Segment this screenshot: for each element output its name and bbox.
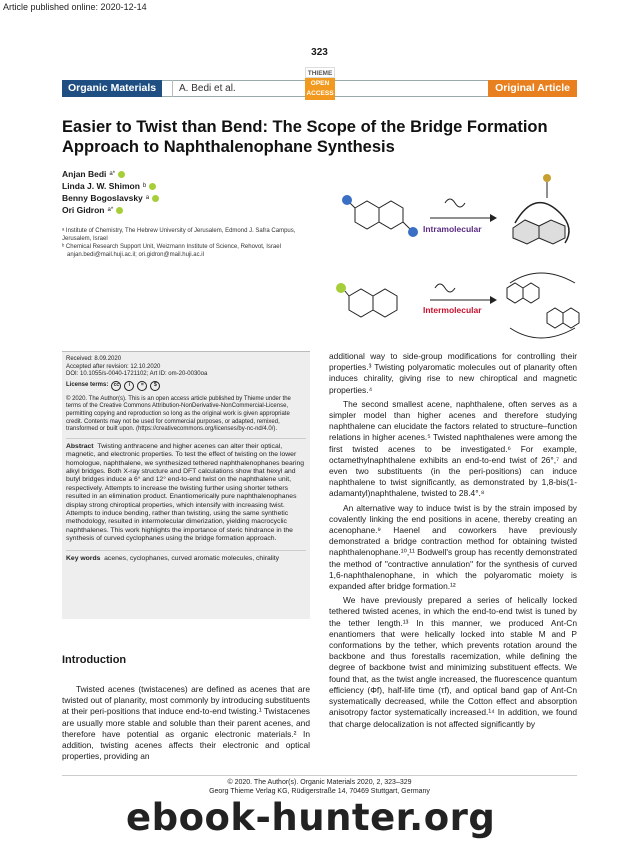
- copyright-notice: © 2020. The Author(s). This is an open access article published by Thieme under the terms of the Creative Commons Attribution-NonDerivative-NonCommercial-License, permitting copying and reproduction so long as the original work is given appropriate credit. Contents may not be used for commercial purposes, or adapted, remixed, transformed or built upon. (https://creativecommons.org/licenses/by-nc-nd/4.0/).: [66, 395, 291, 433]
- keywords-heading: Key words: [66, 554, 101, 562]
- keywords: [66, 550, 306, 563]
- cc-icon[interactable]: cc: [111, 381, 121, 391]
- orcid-icon[interactable]: [116, 207, 123, 214]
- label-intramolecular: Intramolecular: [423, 224, 482, 234]
- cc-nd-icon[interactable]: =: [137, 381, 147, 391]
- affiliation-a: ᵃ Institute of Chemistry, The Hebrew University of Jerusalem, Edmond J. Safra Campus, Jerusalem, Israel: [62, 228, 296, 242]
- author-name: Ori Gidron: [62, 205, 105, 215]
- footer-copyright: © 2020. The Author(s). Organic Materials 2020, 2, 323–329: [227, 779, 412, 786]
- orcid-icon[interactable]: [118, 171, 125, 178]
- footer: [0, 778, 639, 796]
- arrowhead-icon: [490, 214, 497, 222]
- body-paragraph: The second smallest acene, naphthalene, often serves as a simpler model than higher acenes and therefore studying naphthalene can elucidate the factors related to structure–function relations in higher acenes.⁵ Twisted naphthalenes were among the first twisted acenes to be investigated.⁶ For example, octamethylnaphthalene exhibits an end-to-end twist of 26°,⁷ and even two substituents (in the peri-positions) can induce naphthalene to twist significantly, as demonstrated by 1,8-bis(1-adamantyl)naphthalene, twisted to 28.4°.⁸: [329, 398, 577, 499]
- open-access-logo: [305, 67, 335, 100]
- article-info-box: [62, 351, 310, 619]
- orcid-icon[interactable]: [149, 183, 156, 190]
- author-name: Benny Bogoslavsky: [62, 193, 143, 203]
- graphical-abstract: [335, 168, 585, 343]
- label-intermolecular: Intermolecular: [423, 305, 482, 315]
- twisted-naphthalenophane: [513, 174, 569, 244]
- cc-by-icon[interactable]: i: [124, 381, 134, 391]
- author-sup: b: [142, 183, 147, 189]
- naphthalene-structure-lower: [345, 289, 397, 317]
- article-title: Easier to Twist than Bend: The Scope of the Bridge Formation Approach to Naphthalenophane Synthesis: [62, 118, 548, 156]
- affiliation-emails[interactable]: anjan.bedi@mail.huji.ac.il; ori.gidron@mail.huji.ac.il: [67, 252, 204, 258]
- author-sup: a: [145, 195, 150, 201]
- arrowhead-icon: [490, 296, 497, 304]
- abstract-text: Twisting anthracene and higher acenes can alter their optical, magnetic, and electronic properties. To test the effect of twisting on the lower homologue, naphthalene, we synthesized tethered naphthalenophanes bearing alkyl bridges. Both X-ray structure and DFT calculations show that hexyl and butyl bridges induce a 6° and 12° end-to-end twist on the naphthalene unit, respectively. Attempts to increase the twisting further using shorter tethers resulted in an elimination product. Enantiomerically pure naphthalenophanes display strong chiroptical properties, which intensify with increasing twist. Attempts to induce bending, rather than twisting, using the same synthetic methodology, resulted in intermolecular dimerization, yielding macrocyclic naphthalenes. This work highlights the importance of steric hindrance in the synthesis of curved cyclophanes using the bridge formation approach.: [66, 442, 305, 543]
- right-column: [329, 351, 577, 733]
- page-number: 323: [311, 47, 328, 58]
- journal-badge[interactable]: Organic Materials: [62, 80, 162, 97]
- intro-column: [62, 684, 310, 765]
- orcid-icon[interactable]: [152, 195, 159, 202]
- publication-date: Article published online: 2020-12-14: [3, 2, 147, 12]
- tether-squiggle: [445, 199, 465, 207]
- author-sup: a*: [107, 207, 114, 213]
- intro-paragraph: Twisted acenes (twistacenes) are defined as acenes that are twisted out of planarity, most commonly by introducing substituents at their peri-positions that induce end-to-end twisting.¹ Twistacenes are usually more stable and soluble than their parent acenes, and therefore have potential as organic electronic materials.² In addition, twisting acenes affects their electronic and optical properties, providing an: [62, 684, 310, 762]
- doi[interactable]: DOI: 10.1055/s-0040-1721102; Art ID: om-20-0030oa: [66, 371, 208, 378]
- oa-logo-body: [305, 78, 335, 100]
- license-label: License terms:: [66, 381, 109, 388]
- accepted-date: Accepted after revision: 12.10.2020: [66, 363, 161, 370]
- oa-logo-top: THIEME: [305, 67, 335, 78]
- author-item[interactable]: [62, 168, 159, 180]
- received-date: Received: 8.09.2020: [66, 356, 122, 362]
- section-heading-introduction: Introduction: [62, 654, 127, 666]
- naphthalene-structure: [347, 200, 411, 230]
- divider: [66, 438, 306, 439]
- tether-squiggle: [435, 284, 455, 292]
- license-row: [66, 381, 306, 391]
- author-item[interactable]: [62, 192, 159, 204]
- author-list: [62, 168, 159, 216]
- substituent-ball: [336, 283, 346, 293]
- keywords-text: acenes, cyclophanes, curved aromatic molecules, chirality: [104, 554, 280, 562]
- author-item[interactable]: [62, 180, 159, 192]
- affiliation-b: ᵇ Chemical Research Support Unit, Weizmann Institute of Science, Rehovot, Israel: [62, 244, 281, 250]
- footer-divider: [62, 775, 577, 776]
- abstract: [66, 443, 306, 544]
- abstract-heading: Abstract: [66, 442, 94, 450]
- author-name: Linda J. W. Shimon: [62, 181, 140, 191]
- article-type-badge: Original Article: [488, 80, 577, 97]
- author-sup: a*: [109, 171, 116, 177]
- oa-logo-access: ACCESS: [306, 90, 334, 97]
- author-name: Anjan Bedi: [62, 169, 107, 179]
- body-paragraph: An alternative way to induce twist is by the strain imposed by covalently linking the end positions in acene, thereby creating an acenophane.⁹ Haenel and coworkers have previously demonstrated a bridge contraction method for obtaining twisted naphthalenophane.¹⁰,¹¹ Bodwell's group has recently demonstrated the method of "contractive annulation" for the synthesis of curved 1,6-naphthalenophane, in which the polyaromatic moiety is expanded after bridge formation.¹²: [329, 502, 577, 592]
- cc-nc-icon[interactable]: $: [150, 381, 160, 391]
- affiliations: [62, 227, 302, 259]
- author-item[interactable]: [62, 204, 159, 216]
- oa-logo-open: OPEN: [310, 80, 330, 87]
- body-paragraph: additional way to side-group modifications for controlling their properties.³ Twisting polyaromatic molecules out of planarity often induces chirality, giving rise to new chiroptical and magnetic properties.⁴: [329, 351, 577, 395]
- header-authors: A. Bedi et al.: [172, 80, 236, 97]
- watermark: ebook-hunter.org: [126, 796, 496, 839]
- footer-publisher: Georg Thieme Verlag KG, Rüdigerstraße 14, 70469 Stuttgart, Germany: [209, 788, 430, 795]
- substituent-ball: [408, 227, 418, 237]
- body-paragraph: We have previously prepared a series of helically locked tethered twisted acenes, in which the end-to-end twist is tuned by the tether length.¹³ In this manner, we produced Ant-Cn enantiomers that were helically locked into stable M and P conformations by the tether, which prevents rotation around the backbone and thus forestalls racemization, while defining the degree of backbone twist and minimizing substituent effects. We found that, as the twist angle increased, the fluorescence quantum efficiency (Φf), half-life time (τf), and optical band gap of Ant-Cn systematically decreased, while the Cotton effect and absorption anisotropy factor systematically increased.¹⁴ In addition, we found that charge delocalization is not affected significantly by: [329, 595, 577, 729]
- macrocycle-dimer: [507, 273, 579, 338]
- substituent-ball: [342, 195, 352, 205]
